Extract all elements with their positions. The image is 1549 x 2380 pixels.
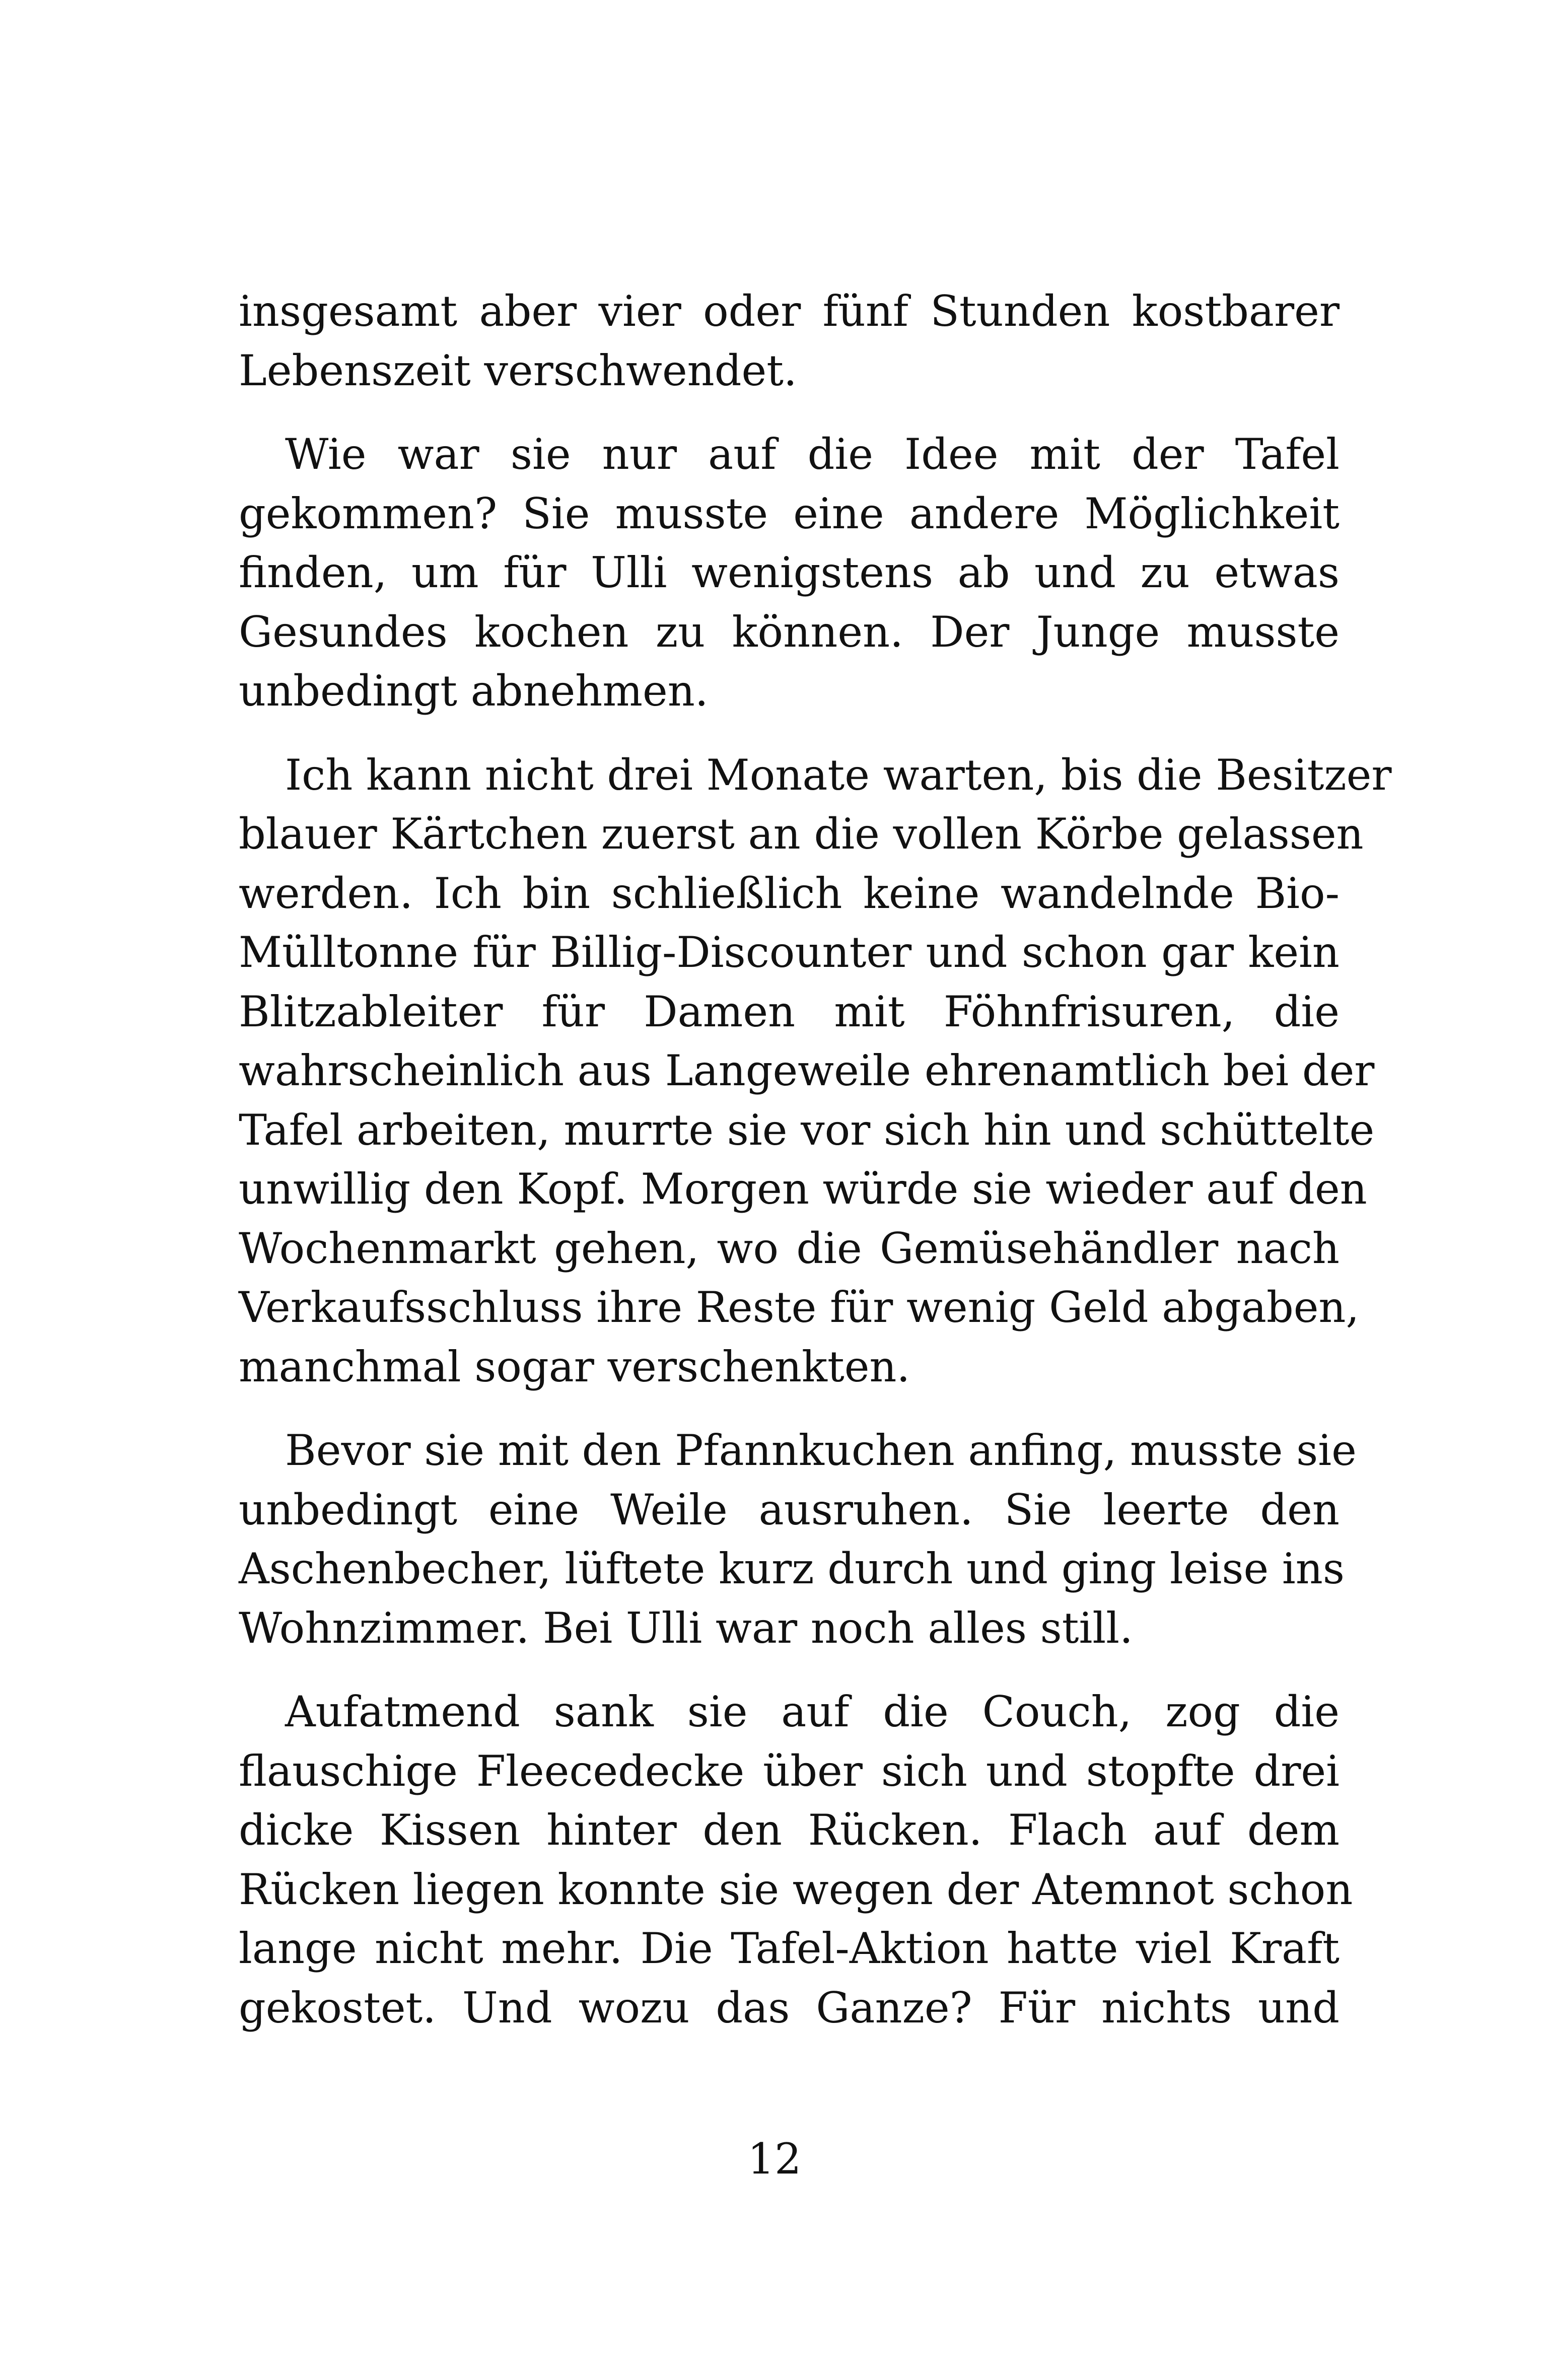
text-line: manchmal sogar verschenkten. [239, 1342, 910, 1391]
text-line: wahrscheinlich aus Langeweile ehrenamtlich bei der [239, 1046, 1375, 1095]
text-line: Wie war sie nur auf die Idee mit der Tafel [285, 430, 1340, 479]
text-line: unwillig den Kopf. Morgen würde sie wieder auf den [239, 1164, 1367, 1214]
paragraph-4 [239, 1421, 1357, 1658]
paragraph-3 [239, 746, 1392, 1397]
text-line: dicke Kissen hinter den Rücken. Flach auf dem [239, 1805, 1340, 1855]
text-line: Lebenszeit verschwendet. [239, 345, 797, 395]
text-line: unbedingt eine Weile ausruhen. Sie leerte den [239, 1485, 1340, 1534]
text-line: Ich kann nicht drei Monate warten, bis die Besitzer [285, 750, 1392, 800]
text-line: Blitzableiter für Damen mit Föhnfrisuren, die [239, 987, 1340, 1036]
text-line: Bevor sie mit den Pfannkuchen anfing, musste sie [285, 1426, 1357, 1475]
text-line: gekommen? Sie musste eine andere Möglichkeit [239, 488, 1340, 538]
text-line: werden. Ich bin schließlich keine wandelnde Bio- [239, 868, 1340, 918]
text-line: insgesamt aber vier oder fünf Stunden kostbarer [239, 287, 1340, 336]
text-line: lange nicht mehr. Die Tafel-Aktion hatte viel Kraft [239, 1924, 1340, 1973]
paragraph-1 [239, 282, 1340, 400]
text-line: finden, um für Ulli wenigstens ab und zu etwas [239, 548, 1340, 597]
text-line: gekostet. Und wozu das Ganze? Für nichts und [239, 1983, 1340, 2033]
paragraph-5 [239, 1683, 1353, 2038]
text-line: Aschenbecher, lüftete kurz durch und ging leise ins [239, 1544, 1345, 1593]
body-text [239, 282, 1392, 2038]
page-number: 12 [747, 2134, 802, 2184]
text-line: Wochenmarkt gehen, wo die Gemüsehändler nach [239, 1223, 1340, 1273]
text-line: Mülltonne für Billig-Discounter und schon gar kein [239, 928, 1340, 977]
text-line: Tafel arbeiten, murrte sie vor sich hin und schüttelte [239, 1105, 1375, 1155]
text-line: Wohnzimmer. Bei Ulli war noch alles still. [239, 1603, 1133, 1653]
text-line: unbedingt abnehmen. [239, 666, 709, 716]
text-line: Gesundes kochen zu können. Der Junge musste [239, 607, 1340, 657]
text-line: Verkaufsschluss ihre Reste für wenig Geld abgaben, [239, 1283, 1360, 1332]
paragraph-2 [239, 425, 1340, 721]
text-line: blauer Kärtchen zuerst an die vollen Körbe gelassen [239, 809, 1364, 859]
text-line: Rücken liegen konnte sie wegen der Atemnot schon [239, 1864, 1353, 1914]
text-line: Aufatmend sank sie auf die Couch, zog die [285, 1687, 1340, 1736]
text-line: flauschige Fleecedecke über sich und stopfte drei [239, 1746, 1340, 1796]
